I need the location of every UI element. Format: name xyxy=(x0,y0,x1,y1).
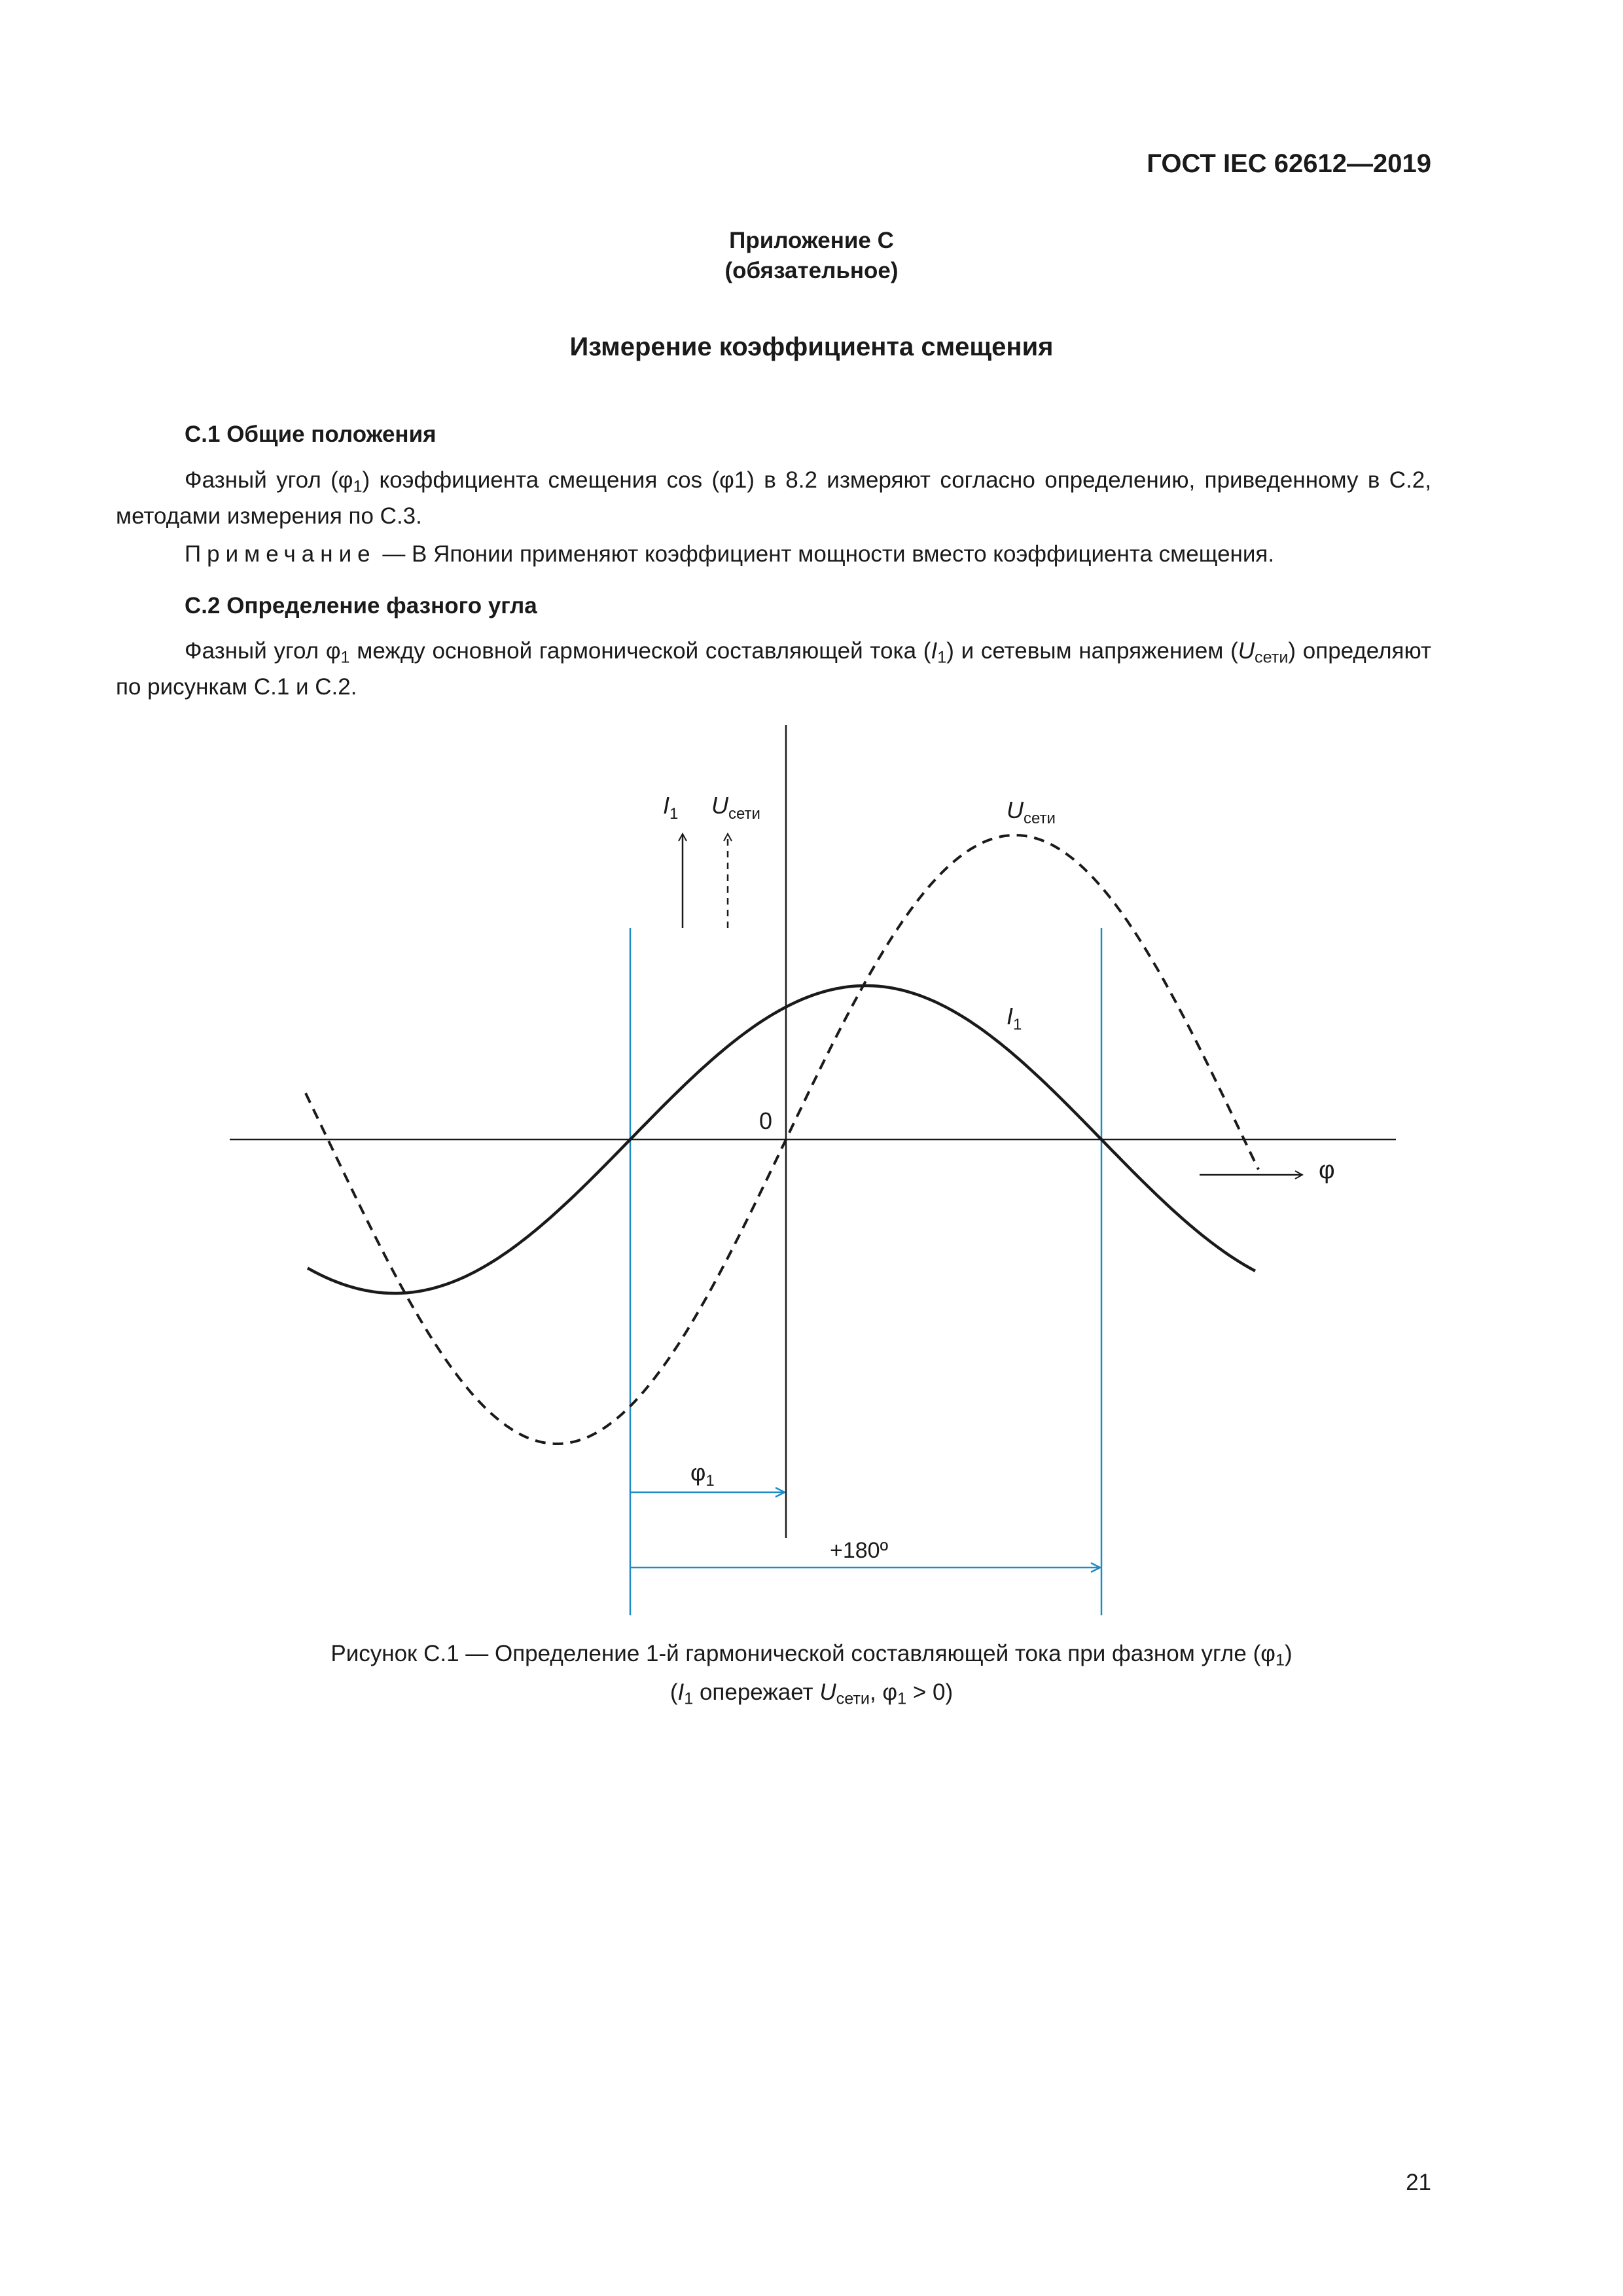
caption-line2-c: , φ xyxy=(869,1679,898,1706)
c2-p2-sub: 1 xyxy=(937,648,947,667)
c1-para-sub: 1 xyxy=(353,477,363,496)
document-header-standard-id: ГОСТ IEC 62612—2019 xyxy=(1147,149,1431,178)
caption-line1-a: Рисунок С.1 — Определение 1-й гармонической составляющей тока при фазном угле (φ xyxy=(330,1641,1275,1666)
origin-zero-label: 0 xyxy=(759,1107,773,1134)
caption-line2-b: опережает xyxy=(693,1679,820,1706)
section-title: Измерение коэффициента смещения xyxy=(569,332,1054,361)
appendix-title: Приложение С xyxy=(729,228,894,253)
c2-p3: ) и сетевым напряжением ( xyxy=(946,638,1238,664)
caption-line1-sub: 1 xyxy=(1275,1651,1285,1670)
caption-line-1 xyxy=(0,1638,1623,1676)
legend-u-label: $U_{сети}$ xyxy=(711,792,760,823)
caption-line2-u-sub: сети xyxy=(836,1689,870,1708)
caption-line2-phi-sub: 1 xyxy=(897,1689,907,1708)
caption-line2-u: U xyxy=(819,1679,836,1706)
u-curve-label: $U_{сети}$ xyxy=(1007,797,1056,827)
c1-heading: С.1 Общие положения xyxy=(185,422,437,447)
caption-line2-i: I xyxy=(677,1679,685,1706)
i1-curve-label: $I_1$ xyxy=(1007,1003,1022,1033)
c2-p1-sub: 1 xyxy=(340,648,350,667)
phi1-label: $\varphi_1$ xyxy=(690,1459,715,1490)
appendix-status: (обязательное) xyxy=(724,258,899,283)
plus180-label: +180º xyxy=(830,1538,889,1563)
caption-line2-a: ( xyxy=(669,1679,678,1706)
legend-i1-label: $I_1$ xyxy=(663,792,679,823)
c2-p2-i: I xyxy=(931,638,938,664)
note-text: — В Японии применяют коэффициент мощности вместо коэффициента смещения. xyxy=(376,541,1275,567)
phi-axis-label: φ xyxy=(1319,1157,1335,1184)
c2-p3-u: U xyxy=(1238,638,1255,664)
note-label: Примечание xyxy=(185,541,376,567)
caption-line-2 xyxy=(0,1676,1623,1715)
c2-p2: между основной гармонической составляющей тока ( xyxy=(349,638,931,664)
caption-line2-d: > 0) xyxy=(906,1679,954,1706)
c2-p1: Фазный угол φ xyxy=(185,638,341,664)
page-number: 21 xyxy=(1406,2170,1431,2195)
caption-line2-i-sub: 1 xyxy=(684,1689,694,1708)
caption-line1-b: ) xyxy=(1284,1641,1293,1666)
c2-heading: С.2 Определение фазного угла xyxy=(185,593,537,619)
c2-p4: ) определяют по рисункам С.1 и С.2. xyxy=(116,638,1431,700)
figure-caption xyxy=(0,1638,1623,1715)
c1-para-b: ) коэффициента смещения cos (φ1) в 8.2 измеряют согласно определению, приведенному в С.2, методами измерения по С.3. xyxy=(116,467,1431,529)
c2-p3-sub: сети xyxy=(1255,648,1289,667)
c1-para-a: Фазный угол (φ xyxy=(185,467,353,493)
